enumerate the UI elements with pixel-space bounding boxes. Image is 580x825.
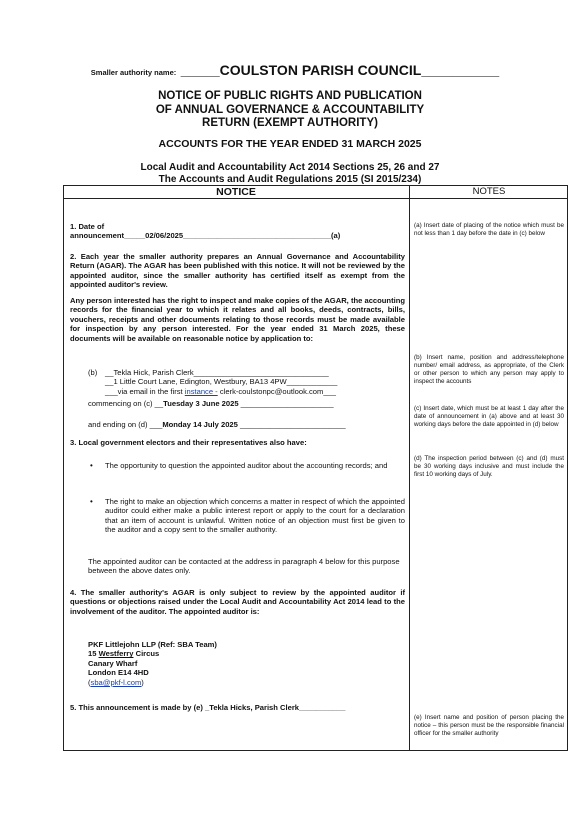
auditor-street: 15 Westferry Circus: [88, 649, 160, 659]
note-a: (a) Insert date of placing of the notice which must be not less than 1 day before the date in (c) below: [414, 222, 564, 237]
authority-label: Smaller authority name:: [90, 68, 177, 77]
instance-link[interactable]: instance -: [184, 386, 218, 396]
bullet-1: The opportunity to question the appointed auditor about the accounting records; and: [105, 461, 388, 470]
header-divider: [63, 198, 568, 199]
column-divider: [409, 185, 410, 751]
auditor-address: [88, 640, 403, 687]
accounts-year-heading: ACCOUNTS FOR THE YEAR ENDED 31 MARCH 2025: [158, 138, 422, 150]
section-4-paragraph: 4. The smaller authority's AGAR is only subject to review by the appointed auditor if questions or objections raised under the Local Audit and Accountability Act 2014 lead to the involvement of the auditor. The appointed auditor is:: [70, 588, 405, 616]
contact-block: [105, 368, 405, 396]
contact-address: __1 Little Court Lane, Edington, Westbury, BA13 4PW____________: [105, 377, 338, 387]
auditor-city: London E14 4HD: [88, 668, 149, 678]
note-b: (b) Insert name, position and address/telephone number/ email address, as appropriate, of the Clerk or other person to which any person may apply to inspect the accounts: [414, 354, 564, 385]
auditor-area: Canary Wharf: [88, 658, 138, 668]
b-label: (b): [88, 368, 98, 377]
bullet-1-marker: •: [90, 461, 93, 470]
commencing-date: Tuesday 3 June 2025: [163, 399, 239, 408]
notice-title: NOTICE OF PUBLIC RIGHTS AND PUBLICATION OF ANNUAL GOVERNANCE & ACCOUNTABILITY RETURN (EXEMPT AUTHORITY): [155, 90, 425, 129]
contact-email-line: ___via email in the first instance - clerk-coulstonpc@outlook.com___: [105, 386, 337, 396]
ending-date: Monday 14 July 2025: [162, 420, 238, 429]
section-3-heading: 3. Local government electors and their representatives also have:: [70, 438, 307, 447]
commencing-date-line: commencing on (c) __Tuesday 3 June 2025 ______________________: [88, 399, 334, 408]
auditor-contact-note: The appointed auditor can be contacted at the address in paragraph 4 below for this purpose between the above dates only.: [88, 557, 400, 576]
contact-name: __Tekla Hick, Parish Clerk________________________________: [105, 368, 329, 377]
section-5-announcement: 5. This announcement is made by (e) _Tekla Hicks, Parish Clerk___________: [70, 703, 346, 712]
notes-column-header: NOTES: [472, 186, 506, 197]
note-e: (e) Insert name and position of person placing the notice – this person must be the responsible financial officer for the smaller authority: [414, 714, 564, 737]
bullet-2: The right to make an objection which concerns a matter in respect of which the appointed auditor could either make a public interest report or apply to the court for a declaration that an item of account is unlawful. Written notice of an objection must first be given to the auditor and a copy sent to the smaller authority.: [105, 497, 405, 535]
legislation-heading: Local Audit and Accountability Act 2014 Sections 25, 26 and 27 The Accounts and Audit Regulations 2015 (SI 2015/234): [140, 162, 440, 185]
section-2-paragraph: 2. Each year the smaller authority prepares an Annual Governance and Accountability Return (AGAR). The AGAR has been published with this notice. It will not be reviewed by the appointed auditor, since the smaller authority has certified itself as exempt from the appointed auditor's review.: [70, 252, 405, 290]
ending-date-line: and ending on (d) ___Monday 14 July 2025 _________________________: [88, 420, 346, 429]
auditor-email-line: (sba@pkf-l.com): [88, 677, 144, 687]
notice-column-header: NOTICE: [216, 186, 256, 198]
auditor-email-link[interactable]: sba@pkf-l.com: [90, 677, 142, 687]
bullet-2-marker: •: [90, 497, 93, 506]
authority-name-line: [60, 62, 530, 80]
section-1-date: 1. Date of announcement_____02/06/2025___________________________________(a): [70, 222, 341, 241]
authority-name: _____COULSTON PARISH COUNCIL__________: [180, 62, 500, 78]
auditor-name: PKF Littlejohn LLP (Ref: SBA Team): [88, 640, 217, 649]
note-d: (d) The inspection period between (c) and (d) must be 30 working days inclusive and must include the first 10 working days of July.: [414, 455, 564, 478]
note-c: (c) Insert date, which must be at least 1 day after the date of announcement in (a) above and at least 30 working days before the date appointed in (d) below: [414, 405, 564, 428]
section-2-inspection: Any person interested has the right to inspect and make copies of the AGAR, the accounting records for the financial year to which it relates and all books, deeds, contracts, bills, vouchers, receipts and other documents relating to those records must be made available for inspection by any person interested. For the year ended 31 March 2025, these documents will be available on reasonable notice by application to:: [70, 296, 405, 343]
